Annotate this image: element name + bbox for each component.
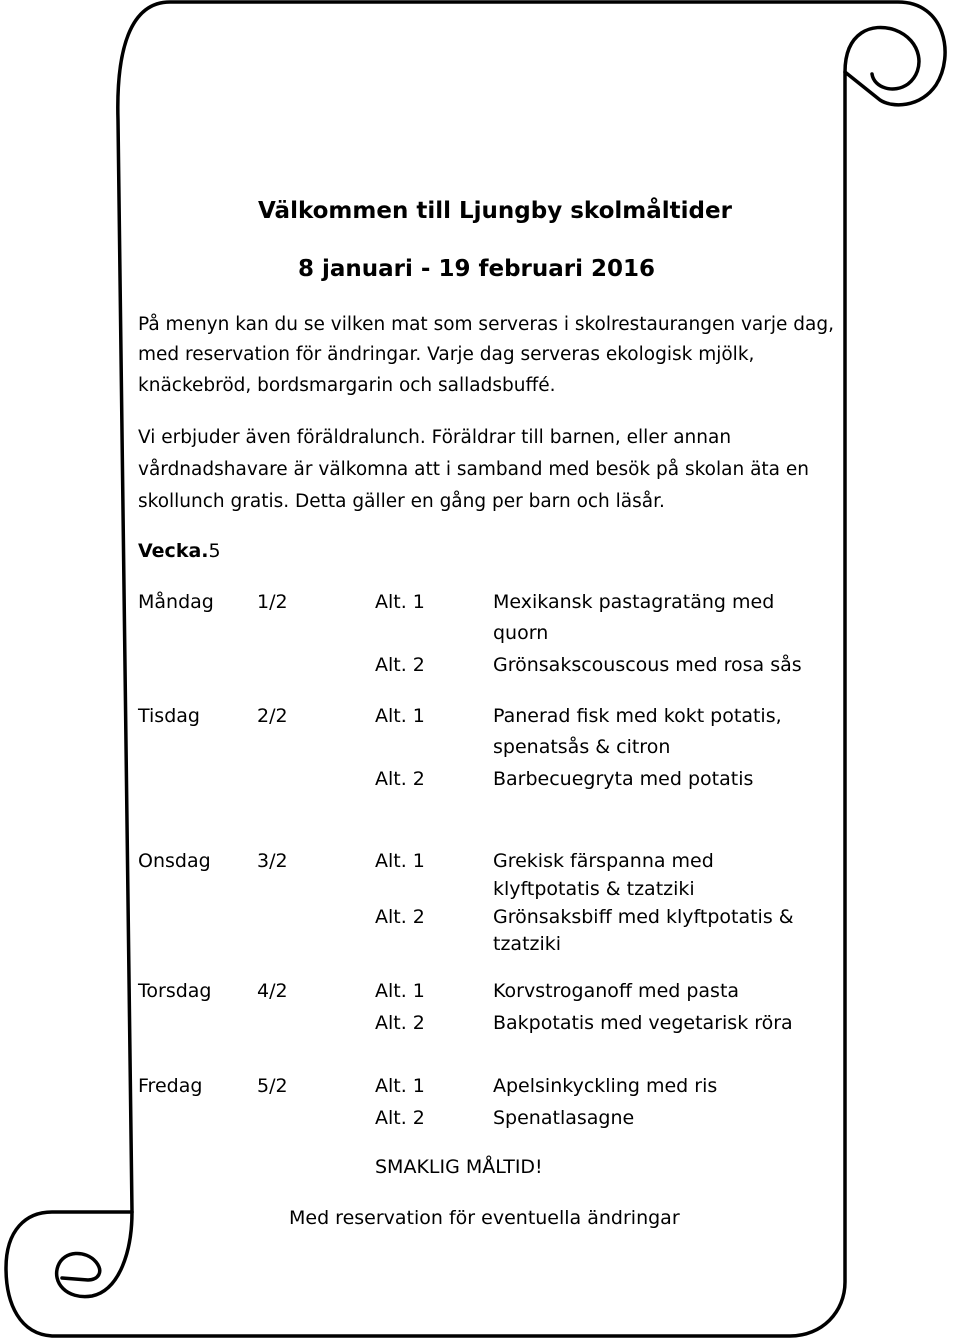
parent-lunch-line: skollunch gratis. Detta gäller en gång per barn och läsår. bbox=[138, 491, 665, 512]
day-date: 4/2 bbox=[257, 980, 288, 1002]
day-name: Torsdag bbox=[138, 980, 212, 1002]
day-date: 5/2 bbox=[257, 1075, 288, 1097]
closing-text: SMAKLIG MÅLTID! bbox=[375, 1156, 543, 1178]
alt-label: Alt. 2 bbox=[375, 768, 425, 790]
dish-line: Korvstroganoff med pasta bbox=[493, 980, 740, 1002]
dish-line: Apelsinkyckling med ris bbox=[493, 1075, 718, 1097]
day-name: Måndag bbox=[138, 591, 214, 613]
page-title: Välkommen till Ljungby skolmåltider bbox=[258, 198, 732, 224]
alt-label: Alt. 2 bbox=[375, 1012, 425, 1034]
day-name: Fredag bbox=[138, 1075, 203, 1097]
dish-line: Spenatlasagne bbox=[493, 1107, 635, 1129]
alt-label: Alt. 1 bbox=[375, 591, 425, 613]
dish-line: Barbecuegryta med potatis bbox=[493, 768, 754, 790]
day-date: 2/2 bbox=[257, 705, 288, 727]
alt-label: Alt. 2 bbox=[375, 654, 425, 676]
dish-line: klyftpotatis & tzatziki bbox=[493, 878, 695, 900]
dish-line: Bakpotatis med vegetarisk röra bbox=[493, 1012, 793, 1034]
day-name: Tisdag bbox=[138, 705, 200, 727]
intro-line: med reservation för ändringar. Varje dag serveras ekologisk mjölk, bbox=[138, 344, 755, 365]
dish-line: Grönsakscouscous med rosa sås bbox=[493, 654, 802, 676]
day-date: 3/2 bbox=[257, 850, 288, 872]
parent-lunch-line: vårdnadshavare är välkomna att i samband med besök på skolan äta en bbox=[138, 459, 809, 480]
alt-label: Alt. 2 bbox=[375, 1107, 425, 1129]
dish-line: Mexikansk pastagratäng med bbox=[493, 591, 775, 613]
footer-note: Med reservation för eventuella ändringar bbox=[289, 1207, 680, 1229]
date-range: 8 januari - 19 februari 2016 bbox=[298, 256, 656, 282]
dish-line: Panerad fisk med kokt potatis, bbox=[493, 705, 782, 727]
dish-line: Grekisk färspanna med bbox=[493, 850, 714, 872]
alt-label: Alt. 1 bbox=[375, 850, 425, 872]
parent-lunch-line: Vi erbjuder även föräldralunch. Föräldrar till barnen, eller annan bbox=[138, 427, 732, 448]
dish-line: Grönsaksbiff med klyftpotatis & bbox=[493, 906, 794, 928]
alt-label: Alt. 2 bbox=[375, 906, 425, 928]
dish-line: tzatziki bbox=[493, 933, 562, 955]
week-number: 5 bbox=[208, 540, 221, 562]
intro-line: knäckebröd, bordsmargarin och salladsbuffé. bbox=[138, 375, 556, 396]
day-name: Onsdag bbox=[138, 850, 211, 872]
day-date: 1/2 bbox=[257, 591, 288, 613]
alt-label: Alt. 1 bbox=[375, 1075, 425, 1097]
dish-line: quorn bbox=[493, 622, 549, 644]
week-label bbox=[138, 539, 221, 563]
alt-label: Alt. 1 bbox=[375, 705, 425, 727]
scroll-bottom-curl bbox=[57, 1212, 132, 1297]
dish-line: spenatsås & citron bbox=[493, 736, 671, 758]
alt-label: Alt. 1 bbox=[375, 980, 425, 1002]
intro-line: På menyn kan du se vilken mat som serveras i skolrestaurangen varje dag, bbox=[138, 314, 834, 335]
week-label-text: Vecka. bbox=[138, 540, 209, 562]
